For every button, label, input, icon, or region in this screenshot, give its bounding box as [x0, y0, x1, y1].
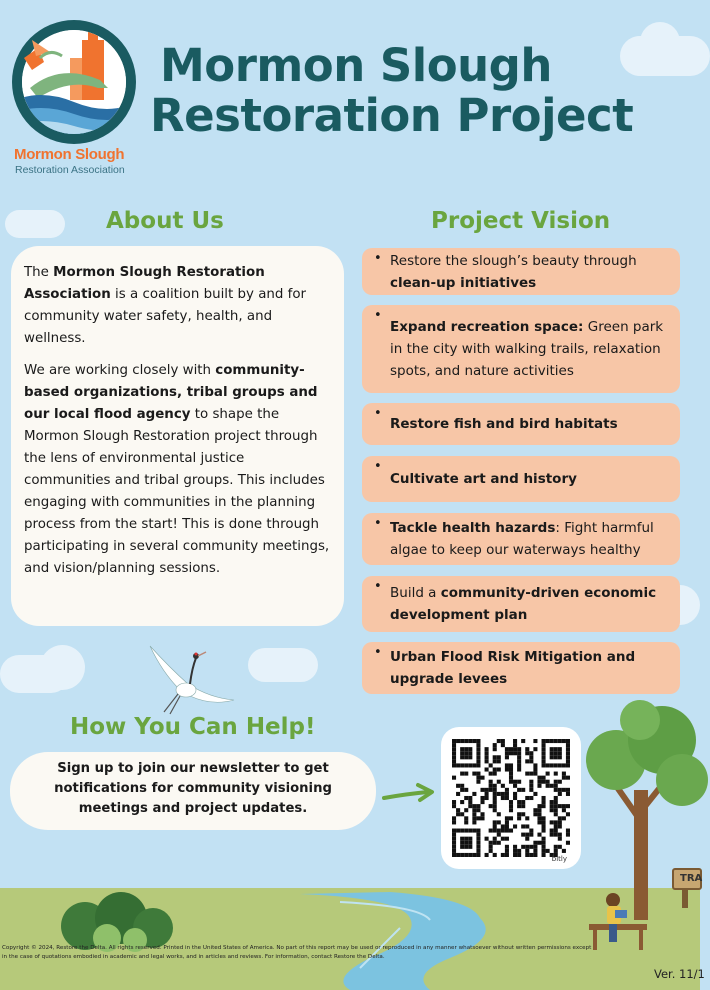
about-paragraph-2: We are working closely with community-based organizations, tribal groups and our local flood agency to shape the Mormon Slough Restoration project through the lens of environmental justice communities and tribal groups. This includes engaging with communities in the planning process from the start! This is done through participating in several community meetings, and vision/planning sessions.	[24, 363, 330, 576]
page-title-line2: Restoration Project	[150, 89, 634, 142]
vision-item: • Tackle health hazards: Fight harmful algae to keep our waterways healthy	[362, 513, 680, 565]
about-paragraph-1: The Mormon Slough Restoration Association is a coalition built by and for community water safety, health, and wellness.	[24, 265, 307, 346]
about-heading: About Us	[106, 208, 224, 234]
vision-item: • Expand recreation space: Green park in the city with walking trails, relaxation spots, and nature activities	[362, 305, 680, 393]
copyright-notice: Copyright © 2024, Restore the Delta. All rights reserved. Printed in the United States of America. No part of this report may be used or reproduced in any manner whatsoever without written permissions except in the case of quotations embodied in academic and legal works, and in articles and reviews. For information, contact Restore the Delta.	[2, 945, 592, 960]
trail-sign	[672, 868, 702, 908]
cloud	[40, 645, 85, 690]
vision-item: • Build a community-driven economic development plan	[362, 576, 680, 632]
arrow-right-icon	[382, 782, 438, 806]
vision-heading: Project Vision	[431, 208, 611, 234]
page-title-line1: Mormon Slough	[160, 39, 552, 92]
org-subname: Restoration Association	[15, 164, 125, 176]
newsletter-signup-box[interactable]: Sign up to join our newsletter to get notifications for community visioning meetings and project updates.	[10, 752, 376, 830]
vision-item: • Restore the slough’s beauty through clean-up initiatives	[362, 248, 680, 295]
cloud	[5, 210, 65, 238]
vision-item: • Urban Flood Risk Mitigation and upgrade levees	[362, 642, 680, 694]
qr-brand-label: bitly	[551, 855, 567, 863]
version-label: Ver. 11/1	[654, 967, 705, 981]
organization-logo	[10, 18, 138, 146]
stream-illustration	[280, 888, 610, 990]
vision-item: • Restore fish and bird habitats	[362, 403, 680, 445]
about-card	[11, 246, 344, 626]
crane-illustration	[140, 638, 240, 718]
person-on-bench-illustration	[585, 886, 655, 956]
cloud	[640, 22, 680, 62]
help-heading: How You Can Help!	[70, 714, 316, 740]
trail-sign-label: TRA	[672, 868, 702, 890]
qr-code[interactable]	[441, 727, 581, 869]
cloud	[248, 648, 318, 682]
qr-code-image	[452, 739, 570, 857]
org-name: Mormon Slough	[14, 146, 125, 163]
vision-item: • Cultivate art and history	[362, 456, 680, 502]
